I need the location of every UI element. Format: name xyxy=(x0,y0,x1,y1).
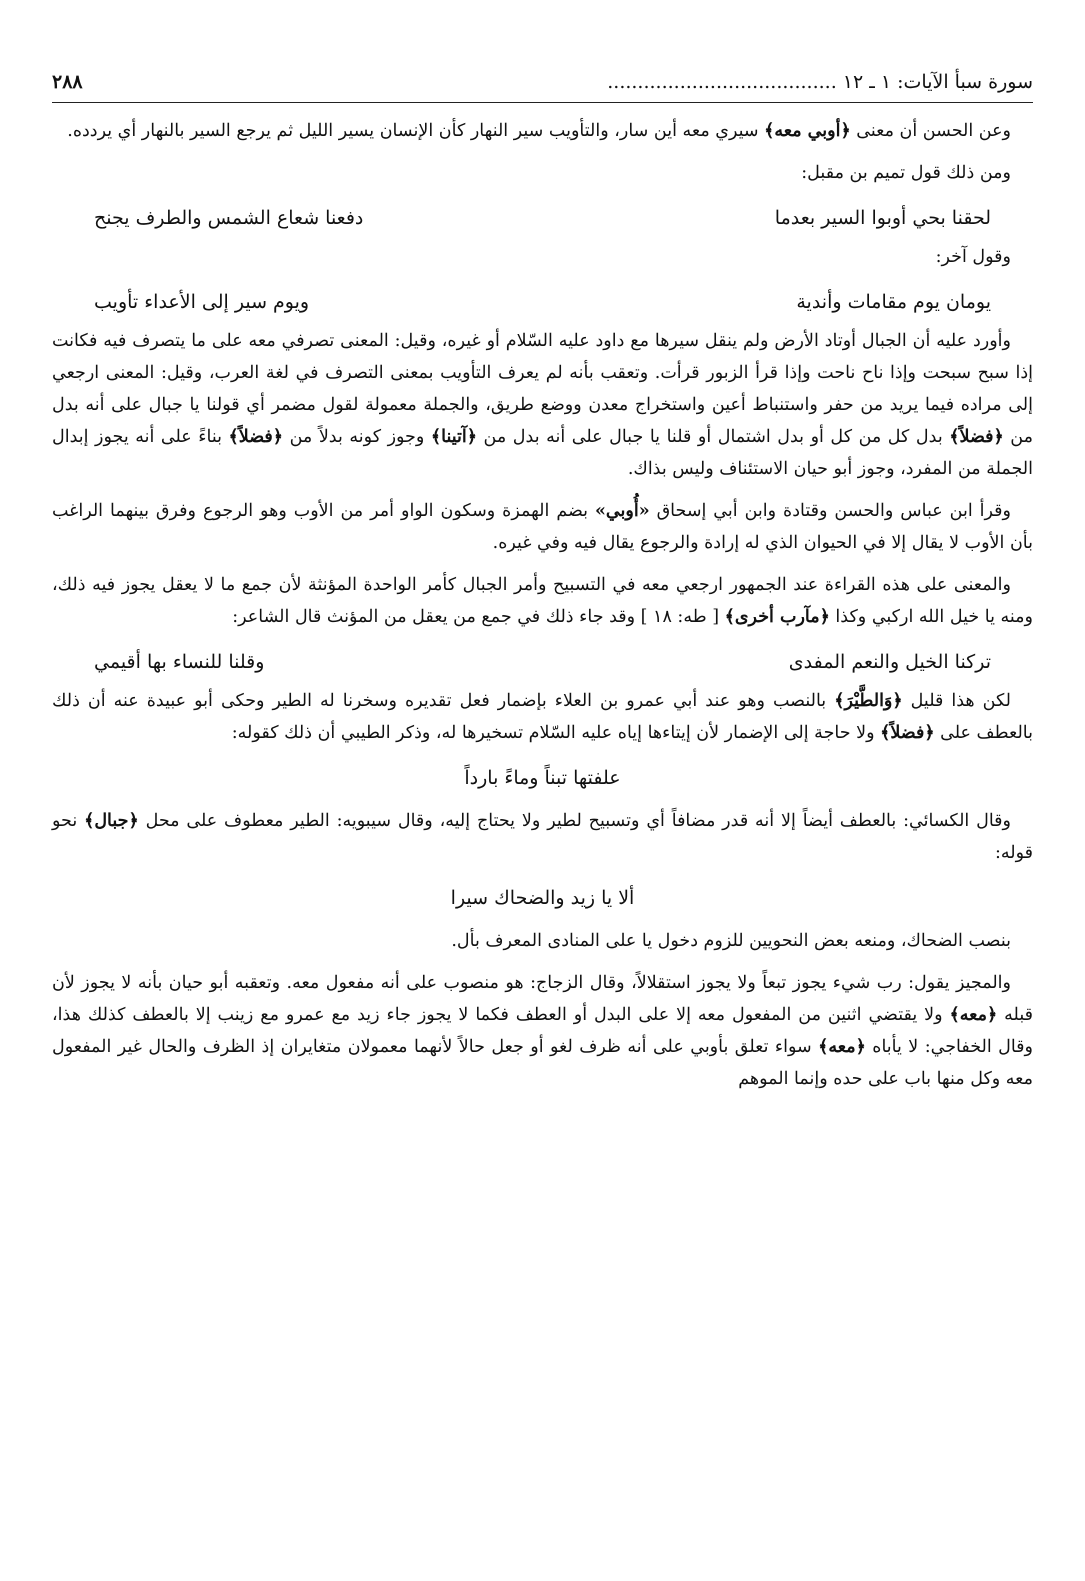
text: بناءً على أنه يجوز إبدال الجملة من المفرد، وجوز أبو حيان الاستئناف وليس بذاك. xyxy=(52,427,1033,479)
quran-quote: ﴿وَالطَّيْرَ﴾ xyxy=(834,691,903,711)
paragraph-10 xyxy=(52,967,1033,1095)
text: بدل كل من كل أو بدل اشتمال أو قلنا يا جبال على أنه بدل من xyxy=(477,427,950,447)
verse-second-hemistich: وقلنا للنساء بها أقيمي xyxy=(94,651,265,673)
text: والمعنى على هذه القراءة عند الجمهور ارجعي معه في التسبيح وأمر الجبال كأمر الواحدة المؤنثة لأن جمع ما لا يعقل يجوز فيه ذلك، ومنه يا خيل الله اركبي وكذا xyxy=(52,575,1033,627)
paragraph-9: بنصب الضحاك، ومنعه بعض النحويين للزوم دخول يا على المنادى المعرف بأل. xyxy=(451,931,1011,951)
text: لكن هذا قليل xyxy=(902,691,1011,711)
quran-quote: ﴿آتينا﴾ xyxy=(430,427,478,447)
text: والمجيز يقول: رب شيء يجوز تبعاً ولا يجوز استقلالاً، وقال الزجاج: هو منصوب على أنه مفعول معه. وتعقبه أبو حيان بأنه لا يجوز لأن قبله xyxy=(52,973,1033,1025)
paragraph-3: وقول آخر: xyxy=(935,247,1011,267)
header-title-line xyxy=(607,62,1033,102)
quran-quote: ﴿أوبي معه﴾ xyxy=(764,121,851,141)
page-number: ٢٨٨ xyxy=(52,71,83,93)
text: بالنصب وهو عند أبي عمرو بن العلاء بإضمار فعل تقديره وسخرنا له الطير وحكى أبو عبيدة عنه أن ذلك بالعطف على xyxy=(52,691,1033,743)
poetry-verse-2 xyxy=(94,283,991,321)
paragraph-4 xyxy=(52,325,1033,485)
quran-quote: ﴿معه﴾ xyxy=(818,1037,866,1057)
quran-quote: «أُوبي» xyxy=(594,501,650,521)
quran-quote: ﴿فضلاً﴾ xyxy=(228,427,284,447)
poetry-verse-1 xyxy=(94,199,991,237)
verse-first-hemistich: تركنا الخيل والنعم المفدى xyxy=(788,651,991,673)
text: وقرأ ابن عباس والحسن وقتادة وابن أبي إسحاق xyxy=(649,501,1011,521)
text: ولا حاجة إلى الإضمار لأن إيتاءها إياه عليه السّلام تسخيرها له، وذكر الطيبي أن ذلك كقوله: xyxy=(231,723,881,743)
text: وقال الكسائي: بالعطف أيضاً إلا أنه قدر مضافاً أي وتسبيح لطير ولا يحتاج إليه، وقال سيبويه: الطير معطوف على محل xyxy=(138,811,1011,831)
text: وعن الحسن أن معنى xyxy=(850,121,1011,141)
quran-quote: ﴿معه﴾ xyxy=(949,1005,998,1025)
poetry-verse-3 xyxy=(94,643,991,681)
text: وجوز كونه بدلاً من xyxy=(283,427,431,447)
verse-second-hemistich: ويوم سير إلى الأعداء تأويب xyxy=(94,291,310,313)
verse-second-hemistich: دفعنا شعاع الشمس والطرف يجنح xyxy=(94,207,364,229)
paragraph-5 xyxy=(52,495,1033,559)
text: بضم الهمزة وسكون الواو أمر من الأوب وهو الرجوع وفرق بينهما الراغب بأن الأوب لا يقال إلا في الحيوان الذي له إرادة والرجوع يقال فيه وفي غيره. xyxy=(52,501,1033,553)
paragraph-1 xyxy=(52,115,1033,147)
text: وأورد عليه أن الجبال أوتاد الأرض ولم ينقل سيرها مع داود عليه السّلام أو غيره، وقيل: المعنى تصرفي معه على ما يتصرف فيه فكانت إذا سبح سبحت وإذا ناح ناحت وإذا قرأ الزبور قرأت. وتعقب بأنه لم يعرف التأويب بمعنى التصرف في لغة العرب، وقيل: المعنى ارجعي إلى مراده فيما يريد من حفر واستنباط أعين واستخراج معدن ووضع طريق، والجملة معمولة لقول مضمر أي قولنا يا جبال على أنه بدل من xyxy=(52,331,1033,447)
text: سواء تعلق بأوبي على أنه ظرف لغو أو جعل حالاً لأنهما معمولان متغايران إذ الظرف والحال غير المفعول معه وكل منها باب على حده وإنما الموهم xyxy=(52,1037,1033,1089)
poetry-verse-5: ألا يا زيد والضحاك سيرا xyxy=(450,887,635,909)
quran-quote: ﴿مآرب أخرى﴾ xyxy=(724,607,830,627)
paragraph-7 xyxy=(52,685,1033,749)
quran-quote: ﴿فضلاً﴾ xyxy=(949,427,1004,447)
text: نحو قوله: xyxy=(52,811,1033,863)
paragraph-2: ومن ذلك قول تميم بن مقبل: xyxy=(801,163,1011,183)
text: ولا يقتضي اثنين من المفعول معه إلا على البدل أو العطف فكما لا يجوز جاء زيد مع عمرو مع زينب إلا بالعطف كذلك هذا، وقال الخفاجي: لا يأباه xyxy=(52,1005,1033,1057)
verse-first-hemistich: لحقنا بحي أوبوا السير بعدما xyxy=(774,207,991,229)
quran-quote: ﴿فضلاً﴾ xyxy=(880,723,935,743)
paragraph-8 xyxy=(52,805,1033,869)
header-dots: ...................................... xyxy=(607,71,837,93)
running-header xyxy=(52,62,1033,103)
header-title: سورة سبأ الآيات: ١ ـ ١٢ xyxy=(842,71,1033,93)
text: سيري معه أين سار، والتأويب سير النهار كأن الإنسان يسير الليل ثم يرجع السير بالنهار أي يردده. xyxy=(67,121,765,141)
text: [ طه: ١٨ ] وقد جاء ذلك في جمع من يعقل من المؤنث قال الشاعر: xyxy=(232,607,725,627)
verse-first-hemistich: يومان يوم مقامات وأندية xyxy=(796,291,991,313)
paragraph-6 xyxy=(52,569,1033,633)
quran-quote: ﴿جبال﴾ xyxy=(84,811,139,831)
poetry-verse-4: علفتها تبناً وماءً بارداً xyxy=(464,767,621,789)
